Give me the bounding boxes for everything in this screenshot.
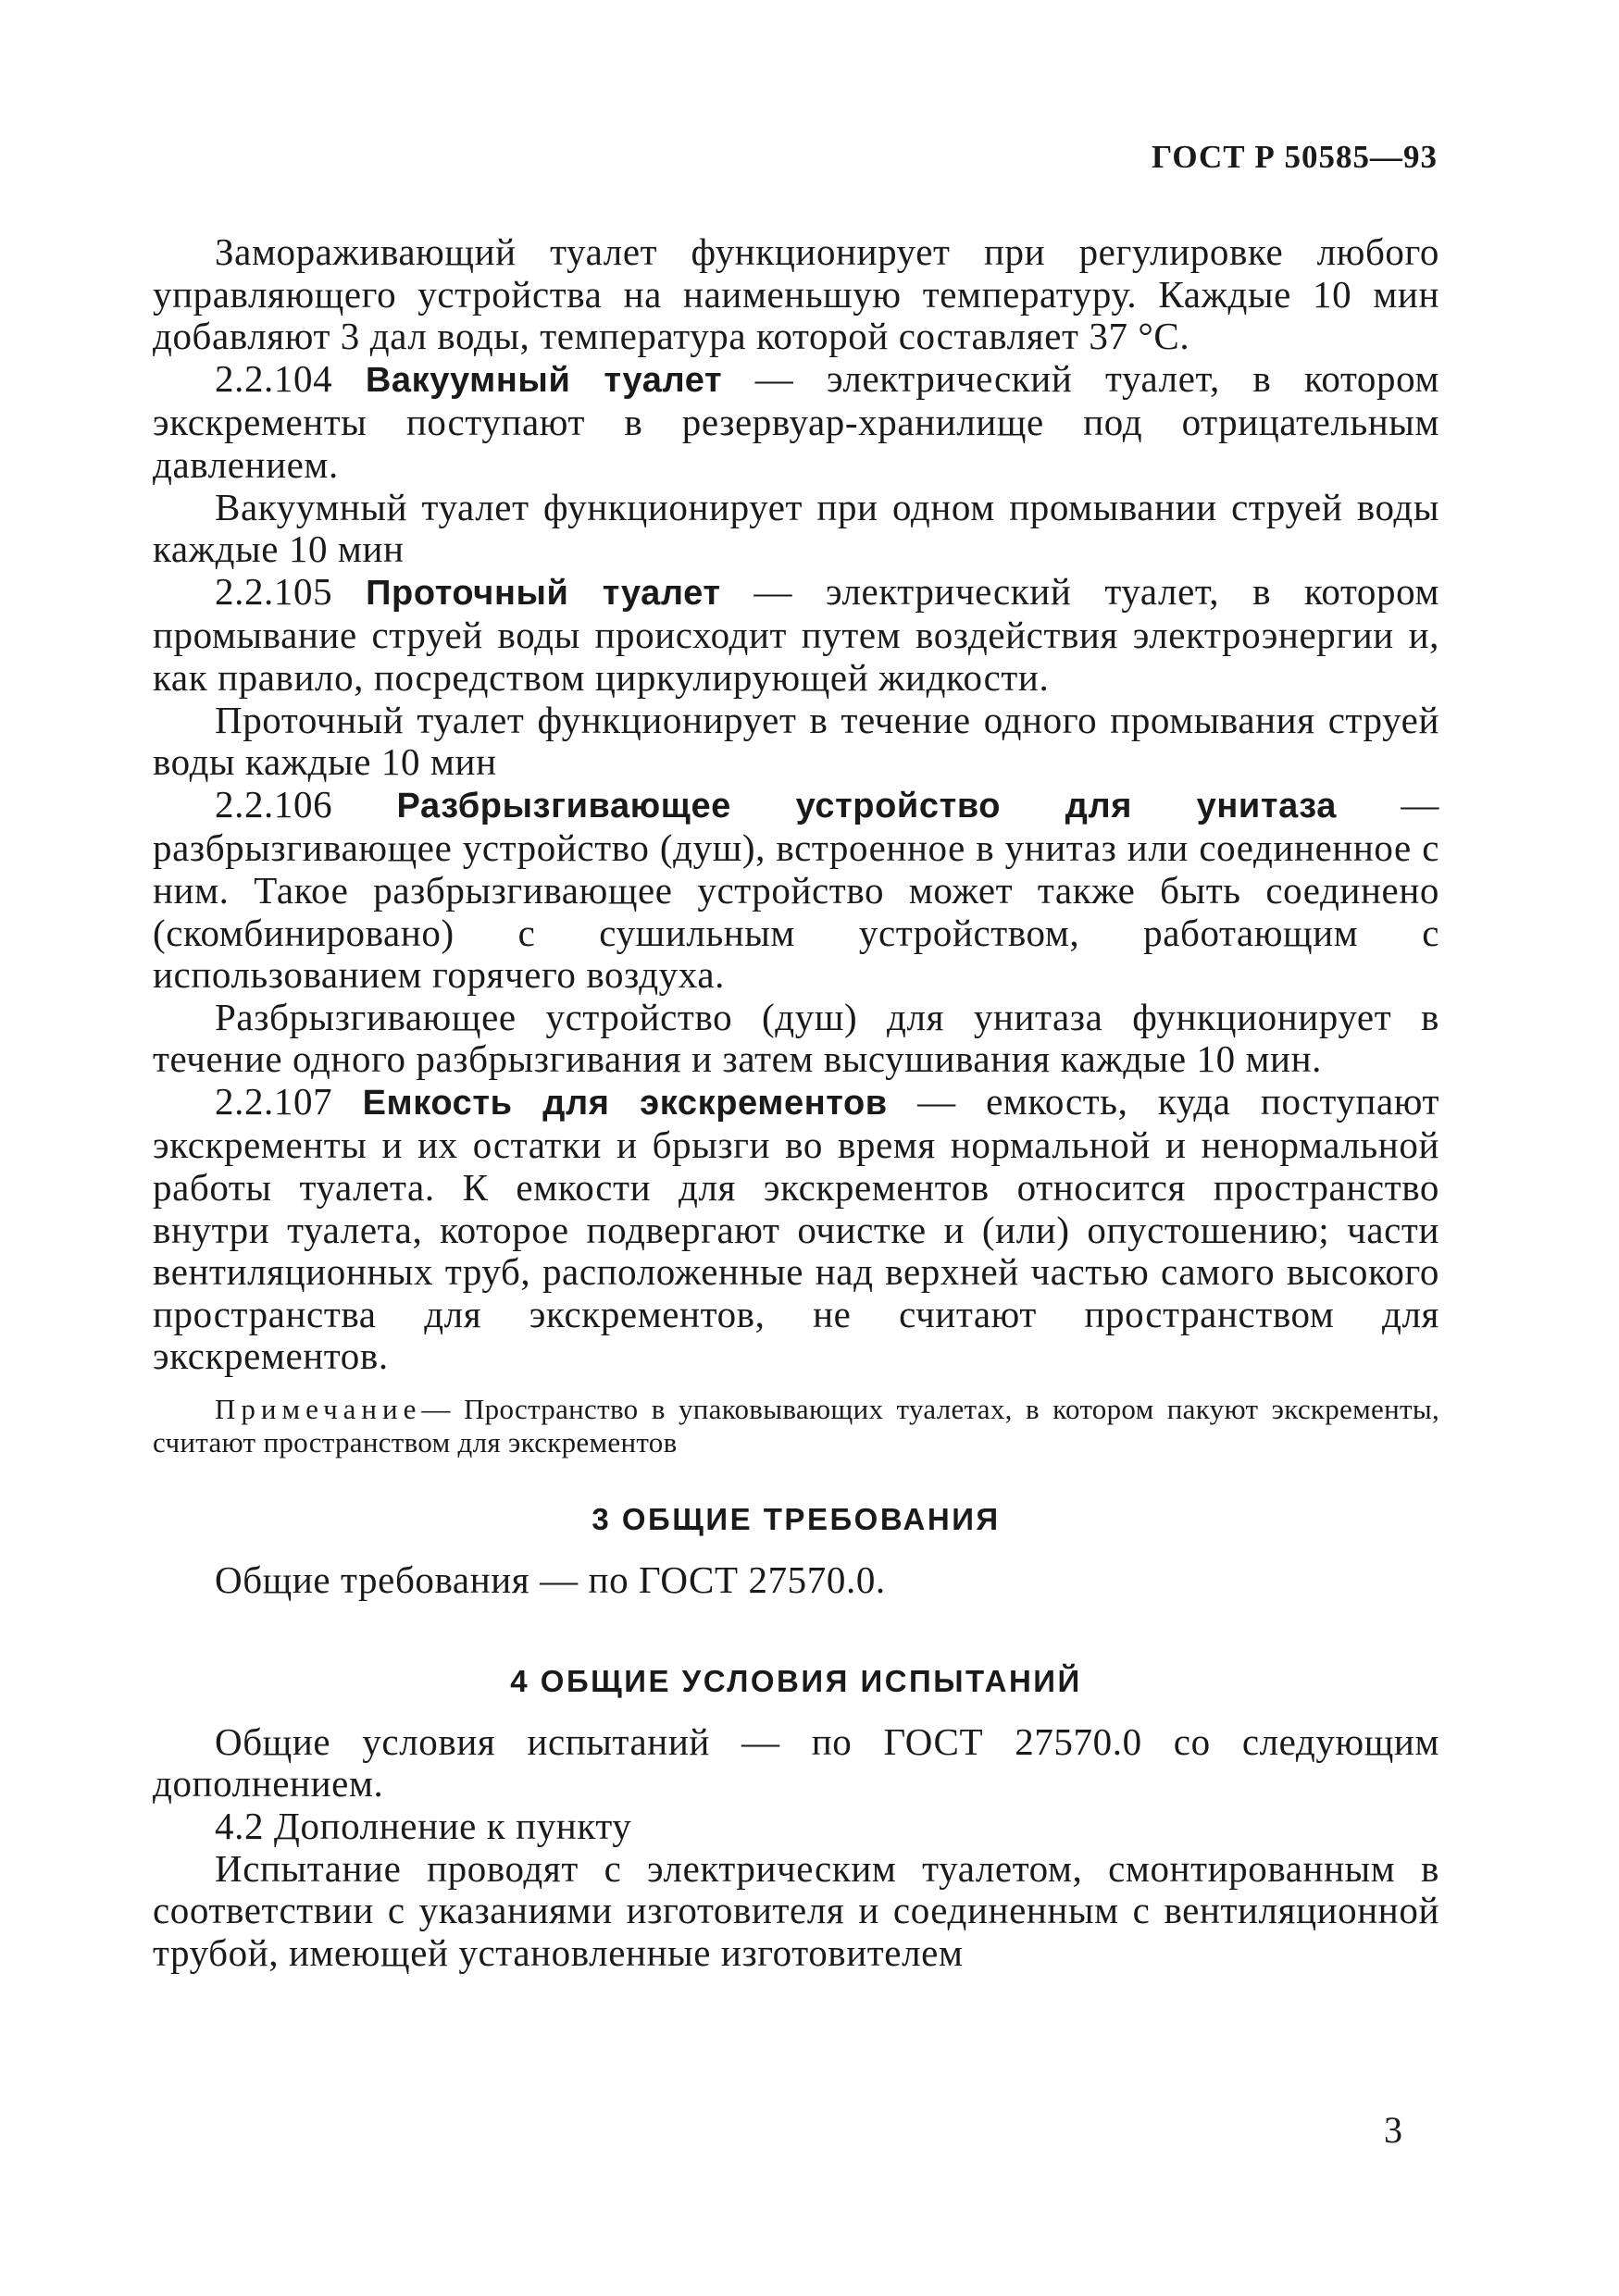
standard-header: ГОСТ Р 50585—93 [1151, 139, 1438, 175]
clause-number: 2.2.105 [215, 569, 333, 613]
section-4-test-text: Испытание проводят с электрическим туалетом, смонтированным в соответствии с указаниями изготовителя и соединенным с вентиляционной трубой, имеющей установленные изготовителем [153, 1846, 1439, 1974]
definition-text: — электрический туалет, в котором промывание струей воды происходит путем воздействия электроэнергии и, как правило, посредством циркулирующей жидкости. [153, 569, 1439, 699]
page-number: 3 [1384, 2109, 1402, 2151]
note-text: — Пространство в упаковывающих туалетах, в котором пакуют экскременты, считают пространством для экскрементов [153, 1393, 1439, 1459]
definition-2-2-104 [153, 358, 1439, 487]
definition-2-2-105 [153, 571, 1439, 700]
defined-term: Проточный туалет [366, 573, 721, 613]
definition-text: — электрический туалет, в котором экскременты поступают в резервуар-хранилище под отрицательным давлением. [153, 356, 1439, 486]
note-label: Примечание [215, 1393, 422, 1426]
note-paragraph [153, 1393, 1439, 1459]
definition-text: — разбрызгивающее устройство (душ), встроенное в унитаз или соединенное с ним. Такое разбрызгивающее устройство может также быть соединено (скомбинировано) с сушильным устройством, работающим с использованием горячего воздуха. [153, 782, 1439, 997]
clause-number: 2.2.107 [215, 1079, 333, 1123]
definition-2-2-107 [153, 1081, 1439, 1378]
defined-term: Вакуумный туалет [365, 360, 723, 400]
section-3-title: 3 ОБЩИЕ ТРЕБОВАНИЯ [592, 1502, 1001, 1537]
clause-number: 2.2.106 [215, 782, 333, 825]
subsection-4-2-heading: 4.2 Дополнение к пункту [215, 1805, 632, 1847]
clause-number: 2.2.104 [215, 356, 333, 400]
paragraph-vacuum-toilet-test: Вакуумный туалет функционирует при одном промывании струей воды каждые 10 мин [153, 485, 1439, 571]
defined-term: Емкость для экскрементов [362, 1083, 888, 1123]
paragraph-flow-toilet-test: Проточный туалет функционирует в течение одного промывания струей воды каждые 10 мин [153, 698, 1439, 784]
section-4-title: 4 ОБЩИЕ УСЛОВИЯ ИСПЫТАНИЙ [510, 1664, 1082, 1699]
definition-2-2-106 [153, 784, 1439, 997]
defined-term: Разбрызгивающее устройство для унитаза [396, 786, 1338, 825]
section-4-intro: Общие условия испытаний — по ГОСТ 27570.0 со следующим дополнением. [153, 1719, 1439, 1806]
page-body [153, 231, 1439, 1974]
definition-text: — емкость, куда поступают экскременты и их остатки и брызги во время нормальной и ненормальной работы туалета. К емкости для экскрементов относится пространство внутри туалета, которое подвергают очистке и (или) опустошению; части вентиляционных труб, расположенные над верхней частью самого высокого пространства для экскрементов, не считают пространством для экскрементов. [153, 1079, 1439, 1378]
paragraph-spray-device-test: Разбрызгивающее устройство (душ) для унитаза функционирует в течение одного разбрызгивания и затем высушивания каждые 10 мин. [153, 995, 1439, 1081]
section-3-text: Общие требования — по ГОСТ 27570.0. [215, 1558, 886, 1601]
paragraph-freezing-toilet-test: Замораживающий туалет функционирует при регулировке любого управляющего устройства на наименьшую температуру. Каждые 10 мин добавляют 3 дал воды, температура которой составляет 37 °С. [153, 230, 1439, 358]
